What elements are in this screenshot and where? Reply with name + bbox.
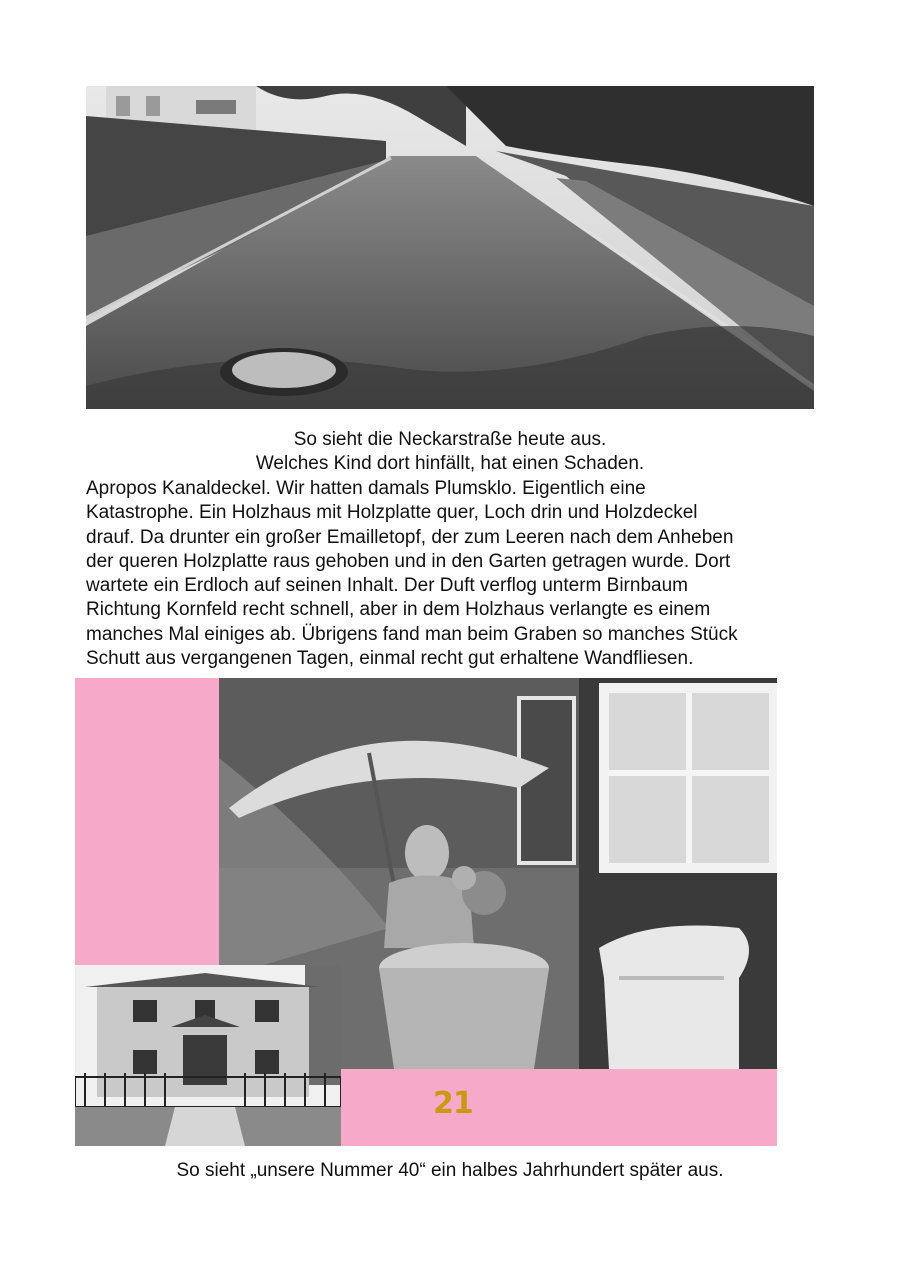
body-line: manches Mal einiges ab. Übrigens fand man beim Graben so manches Stück [86, 623, 738, 645]
body-line: Richtung Kornfeld recht schnell, aber in dem Holzhaus verlangte es einem [86, 599, 711, 621]
street-caption-line-1: So sieht die Neckarstraße heute aus. [293, 429, 607, 450]
body-line: drauf. Da drunter ein großer Emailletopf, der zum Leeren nach dem Anheben [86, 526, 734, 548]
body-paragraph [86, 477, 826, 671]
body-line: Schutt aus vergangenen Tagen, einmal recht gut erhaltene Wandfliesen. [86, 648, 694, 670]
pink-panel-bottom [341, 1069, 777, 1146]
body-line: wartete ein Erdloch auf seinen Inhalt. Der Duft verflog unterm Birnbaum [86, 575, 688, 597]
page-number: 21 [433, 1086, 473, 1121]
body-line: Katastrophe. Ein Holzhaus mit Holzplatte quer, Loch drin und Holzdeckel [86, 502, 698, 524]
body-line: der queren Holzplatte raus gehoben und in den Garten getragen wurde. Dort [86, 550, 731, 572]
house-photo [75, 965, 341, 1146]
house-caption: So sieht „unsere Nummer 40“ ein halbes Jahrhundert später aus. [176, 1160, 724, 1181]
street-photo [86, 86, 814, 409]
photo-collage [75, 678, 777, 1146]
pink-panel-left [75, 678, 219, 965]
body-line: Apropos Kanaldeckel. Wir hatten damals Plumsklo. Eigentlich eine [86, 478, 646, 499]
street-caption-line-2: Welches Kind dort hinfällt, hat einen Schaden. [255, 453, 645, 474]
